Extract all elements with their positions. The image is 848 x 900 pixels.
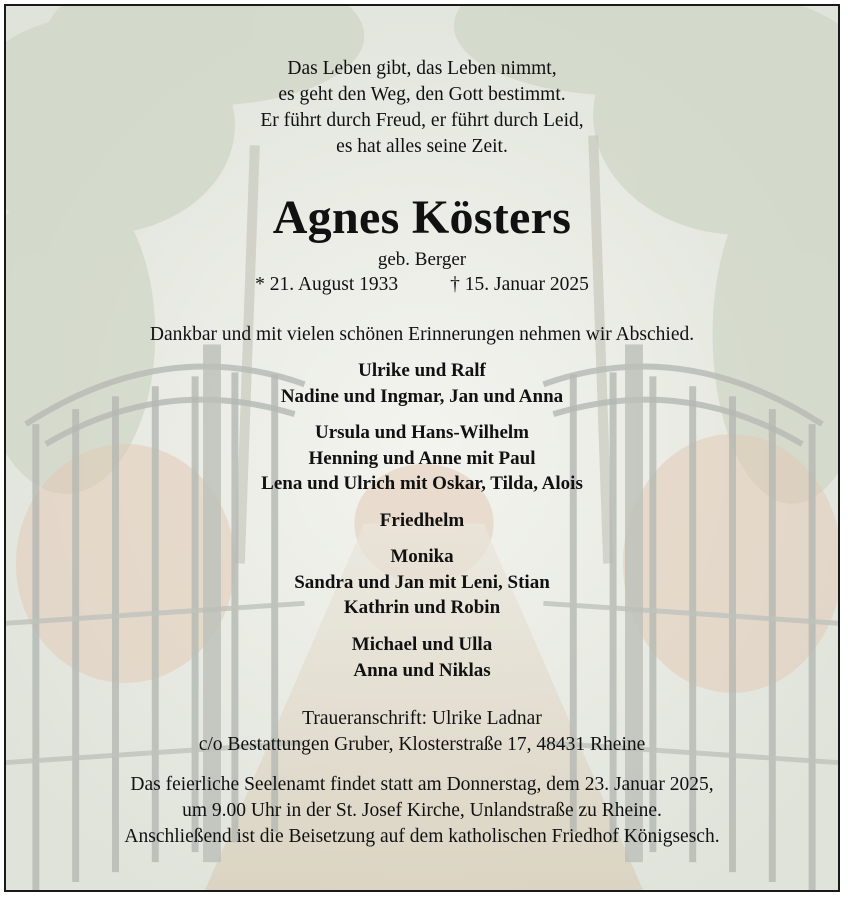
family-line: Kathrin und Robin [343, 597, 501, 618]
service-line: Das feierliche Seelenamt findet statt am Donnerstag, dem 23. Januar 2025, [130, 774, 714, 795]
family-line: Anna und Niklas [353, 659, 491, 681]
deceased-name: Agnes Kösters [272, 191, 572, 244]
service-line: Anschließend ist die Beisetzung auf dem katholischen Friedhof Königsesch. [124, 826, 720, 847]
family-line: Lena und Ulrich mit Oskar, Tilda, Alois [261, 473, 583, 494]
address-line: c/o Bestattungen Gruber, Klosterstraße 17, 48431 Rheine [198, 734, 646, 755]
birth-name: geb. Berger [377, 249, 467, 270]
poem-line: es geht den Weg, den Gott bestimmt. [278, 84, 566, 105]
family-line: Henning und Anne mit Paul [308, 447, 536, 469]
memorial-poem [6, 56, 838, 160]
farewell-text: Dankbar und mit vielen schönen Erinnerungen nehmen wir Abschied. [149, 324, 695, 345]
poem-line: es hat alles seine Zeit. [336, 136, 508, 157]
family-group-2 [6, 420, 838, 497]
family-group-5 [6, 632, 838, 683]
mourning-address [6, 706, 838, 758]
family-line: Nadine und Ingmar, Jan und Anna [280, 385, 564, 407]
poem-line: Das Leben gibt, das Leben nimmt, [287, 58, 557, 79]
family-group-1 [6, 358, 838, 409]
obituary-notice [4, 4, 840, 892]
family-line: Ulrike und Ralf [358, 360, 486, 381]
address-line: Traueranschrift: Ulrike Ladnar [302, 708, 542, 729]
family-line: Friedhelm [379, 510, 465, 531]
family-line: Michael und Ulla [351, 634, 493, 655]
life-dates [6, 272, 838, 298]
notice-text [6, 6, 838, 890]
family-group-4 [6, 544, 838, 621]
birth-date: * 21. August 1933 [255, 274, 399, 295]
service-line: um 9.00 Uhr in der St. Josef Kirche, Unlandstraße zu Rheine. [182, 800, 662, 821]
family-line: Monika [390, 546, 454, 567]
family-line: Ursula und Hans-Wilhelm [315, 422, 529, 443]
family-line: Sandra und Jan mit Leni, Stian [294, 571, 550, 593]
family-group-3 [6, 508, 838, 534]
poem-line: Er führt durch Freud, er führt durch Leid, [260, 110, 584, 131]
death-date: † 15. Januar 2025 [450, 274, 589, 295]
service-info [6, 772, 838, 850]
